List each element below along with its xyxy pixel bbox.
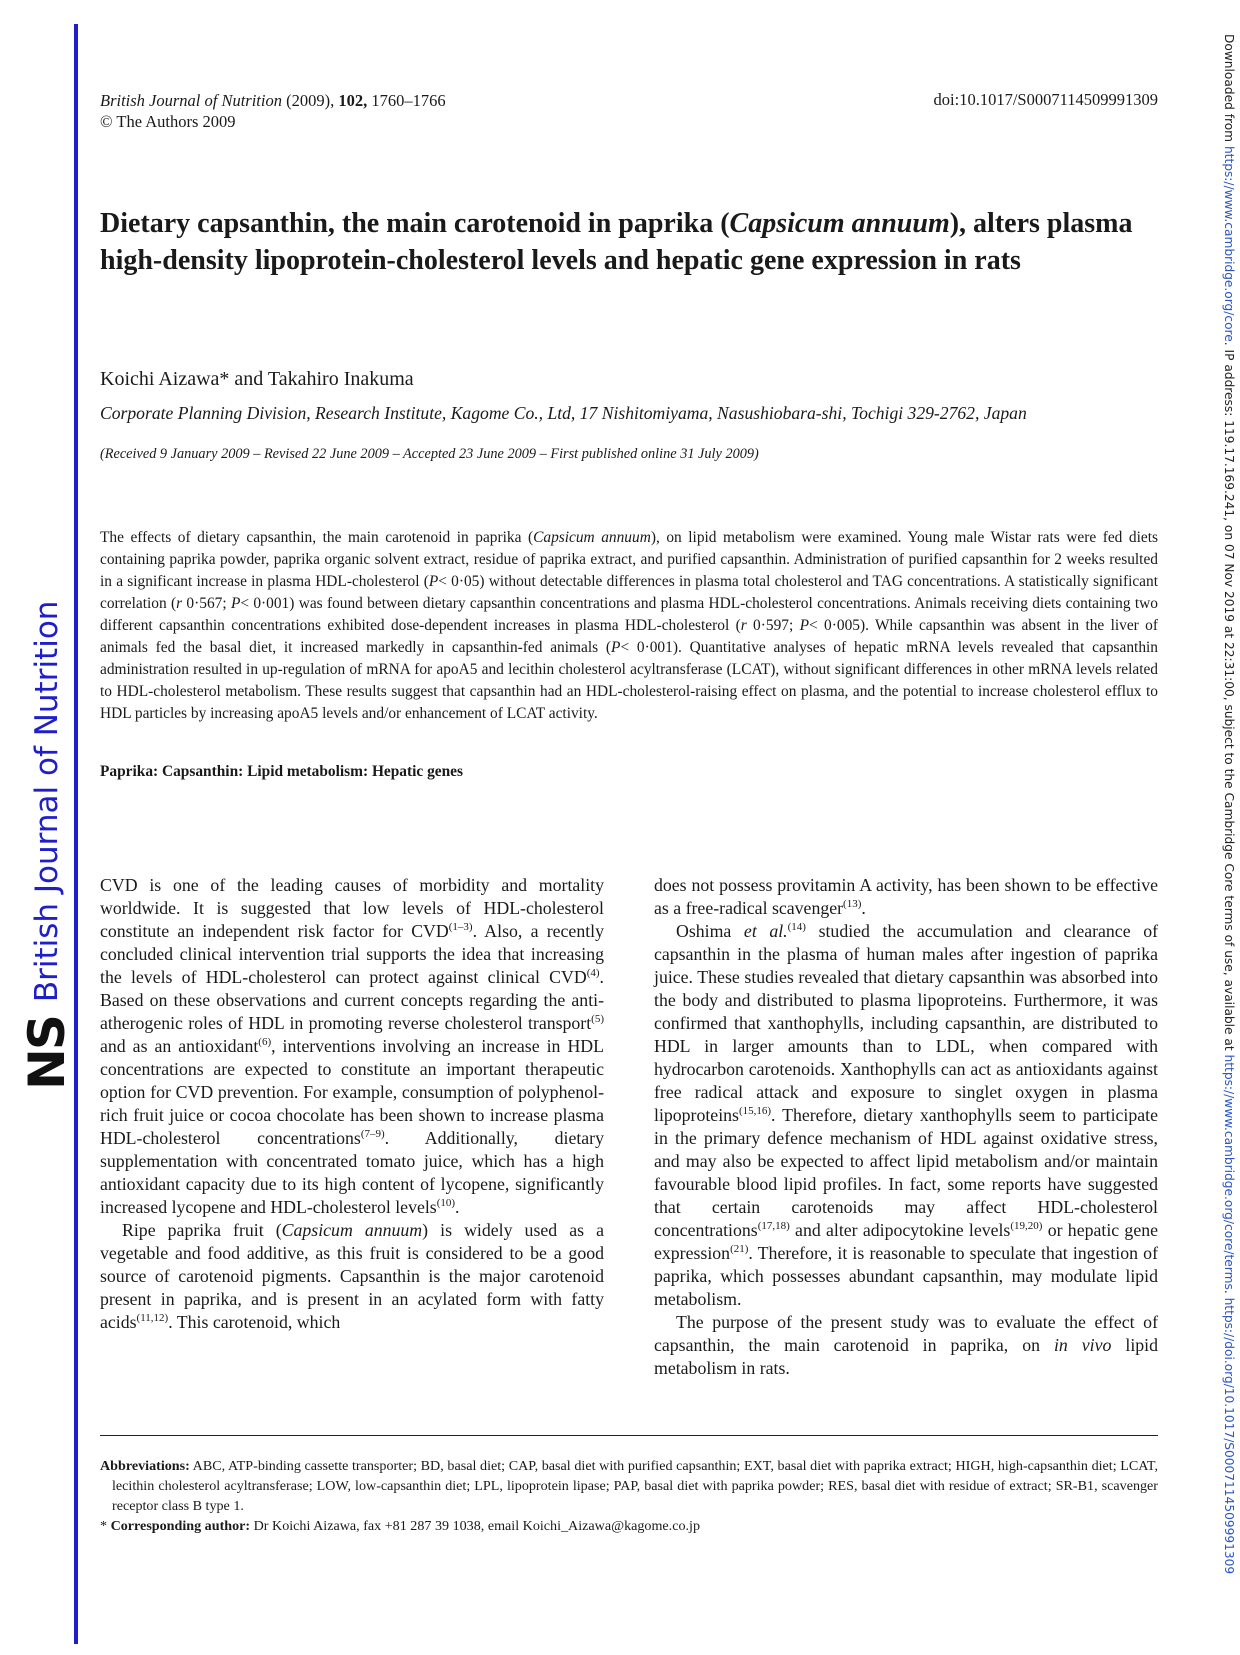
body-column-left xyxy=(100,874,604,1334)
journal-banner-name: British Journal of Nutrition xyxy=(29,600,65,1003)
keywords: Paprika: Capsanthin: Lipid metabolism: Hepatic genes xyxy=(100,763,463,780)
paragraph: CVD is one of the leading causes of morbidity and mortality worldwide. It is suggested that low levels of HDL-cholesterol constitute an independent risk factor for CVD$^{(1-3)}$. Also, a recently concluded clinical intervention trial supports the idea that increasing the levels of HDL-cholesterol can protect against clinical CVD$^{(4)}$. Based on these observations and current concepts regarding the anti-atherogenic roles of HDL in promoting reverse cholesterol transport$^{(5)}$ and as an antioxidant$^{(6)}$, interventions involving an increase in HDL concentrations are expected to constitute an important therapeutic option for CVD prevention. For example, consumption of polyphenol-rich fruit juice or cocoa chocolate has been shown to increase plasma HDL-cholesterol concentrations$^{(7-9)}$. Additionally, dietary supplementation with concentrated tomato juice, which has a high antioxidant capacity due to its high content of lycopene, significantly increased lycopene and HDL-cholesterol levels$^{(10)}$. xyxy=(100,875,604,1217)
footnote-divider xyxy=(100,1435,1158,1436)
copyright: © The Authors 2009 xyxy=(100,112,236,131)
corresponding-author-footnote: * Corresponding author: Dr Koichi Aizawa, fax +81 287 39 1038, email Koichi_Aizawa@kagome.co.jp xyxy=(100,1518,700,1534)
affiliation: Corporate Planning Division, Research Institute, Kagome Co., Ltd, 17 Nishitomiyama, Nasushiobara-shi, Tochigi 329-2762, Japan xyxy=(100,403,1027,423)
doi-link[interactable]: https://doi.org/10.1017/S0007114509991309 xyxy=(1222,1297,1236,1575)
doi: doi:10.1017/S0007114509991309 xyxy=(933,90,1158,109)
article-title: Dietary capsanthin, the main carotenoid in paprika (Capsicum annuum), alters plasma high-density lipoprotein-cholesterol levels and hepatic gene expression in rats xyxy=(100,208,1133,276)
received-dates: (Received 9 January 2009 – Revised 22 June 2009 – Accepted 23 June 2009 – First published online 31 July 2009) xyxy=(100,446,759,462)
body-column-right xyxy=(654,874,1158,1380)
paragraph: does not possess provitamin A activity, has been shown to be effective as a free-radical scavenger$^{(13)}$. xyxy=(654,875,1158,918)
paragraph: The purpose of the present study was to evaluate the effect of capsanthin, the main carotenoid in paprika, on in vivo lipid metabolism in rats. xyxy=(654,1312,1158,1378)
terms-link[interactable]: https://www.cambridge.org/core/terms xyxy=(1222,1054,1236,1290)
abbreviations-footnote: Abbreviations: ABC, ATP-binding cassette transporter; BD, basal diet; CAP, basal diet with purified capsanthin; EXT, basal diet with paprika extract; HIGH, high-capsanthin diet; LCAT, lecithin cholesterol acyltransferase; LOW, low-capsanthin diet; LPL, lipoprotein lipase; PAP, basal diet with paprika powder; RES, basal diet with residue of extract; SR-B1, scavenger receptor class B type 1. xyxy=(100,1458,1158,1514)
journal-citation: British Journal of Nutrition (2009), 102, 1760–1766 © The Authors 2009 xyxy=(100,91,446,131)
paragraph: Oshima et al.$^{(14)}$ studied the accumulation and clearance of capsanthin in the plasma of human males after ingestion of paprika juice. These studies revealed that dietary capsanthin was absorbed into the body and distributed to plasma lipoproteins. Furthermore, it was confirmed that xanthophylls, including capsanthin, are distributed to HDL in larger amounts than to LDL, when compared with hydrocarbon carotenoids. Xanthophylls can act as antioxidants against free radical attack and exposure to singlet oxygen in plasma lipoproteins$^{(15,16)}$. Therefore, dietary xanthophylls seem to participate in the primary defence mechanism of HDL against oxidative stress, and may also be expected to affect lipid metabolism and/or maintain favourable blood lipid profiles. In fact, some reports have suggested that certain carotenoids may affect HDL-cholesterol concentrations$^{(17,18)}$ and alter adipocytokine levels$^{(19,20)}$ or hepatic gene expression$^{(21)}$. Therefore, it is reasonable to speculate that ingestion of paprika, which possesses abundant capsanthin, may modulate lipid metabolism. xyxy=(654,921,1159,1309)
cambridge-core-link[interactable]: https://www.cambridge.org/core xyxy=(1222,145,1236,342)
paragraph: Ripe paprika fruit (Capsicum annuum) is widely used as a vegetable and food additive, as this fruit is considered to be a good source of carotenoid pigments. Capsanthin is the major carotenoid present in paprika, and is present in an acylated form with fatty acids$^{(11,12)}$. This carotenoid, which xyxy=(100,1220,604,1332)
footnotes xyxy=(100,1456,1158,1536)
authors: Koichi Aizawa* and Takahiro Inakuma xyxy=(100,368,414,390)
abstract: The effects of dietary capsanthin, the main carotenoid in paprika (Capsicum annuum), on lipid metabolism were examined. Young male Wistar rats were fed diets containing paprika powder, paprika organic solvent extract, residue of paprika extract, and purified capsanthin. Administration of purified capsanthin for 2 weeks resulted in a significant increase in plasma HDL-cholesterol (P< 0·05) without detectable differences in plasma total cholesterol and TAG concentrations. A statistically significant correlation (r 0·567; P< 0·001) was found between dietary capsanthin concentrations and plasma HDL-cholesterol concentrations. Animals receiving diets containing two different capsanthin concentrations exhibited dose-dependent increases in plasma HDL-cholesterol (r 0·597; P< 0·005). While capsanthin was absent in the liver of animals fed the basal diet, it increased markedly in capsanthin-fed animals (P< 0·001). Quantitative analyses of hepatic mRNA levels revealed that capsanthin administration resulted in up-regulation of mRNA for apoA5 and lecithin cholesterol acyltransferase (LCAT), without significant differences in other mRNA levels related to HDL-cholesterol metabolism. These results suggest that capsanthin had an HDL-cholesterol-raising effect on plasma, and the potential to increase cholesterol efflux to HDL particles by increasing apoA5 levels and/or enhancement of LCAT activity. xyxy=(100,529,1158,722)
download-notice: Downloaded from https://www.cambridge.org/core. IP address: 119.17.169.241, on 07 Nov 2019 at 22:31:00, subject to the Cambridge Core terms of use, available at https://www.cambridge.org/core/terms. https://doi.org/10.1017/S0007114509991309 xyxy=(1222,34,1236,1575)
journal-banner xyxy=(18,601,76,1090)
ns-logo: NS xyxy=(18,1016,76,1090)
